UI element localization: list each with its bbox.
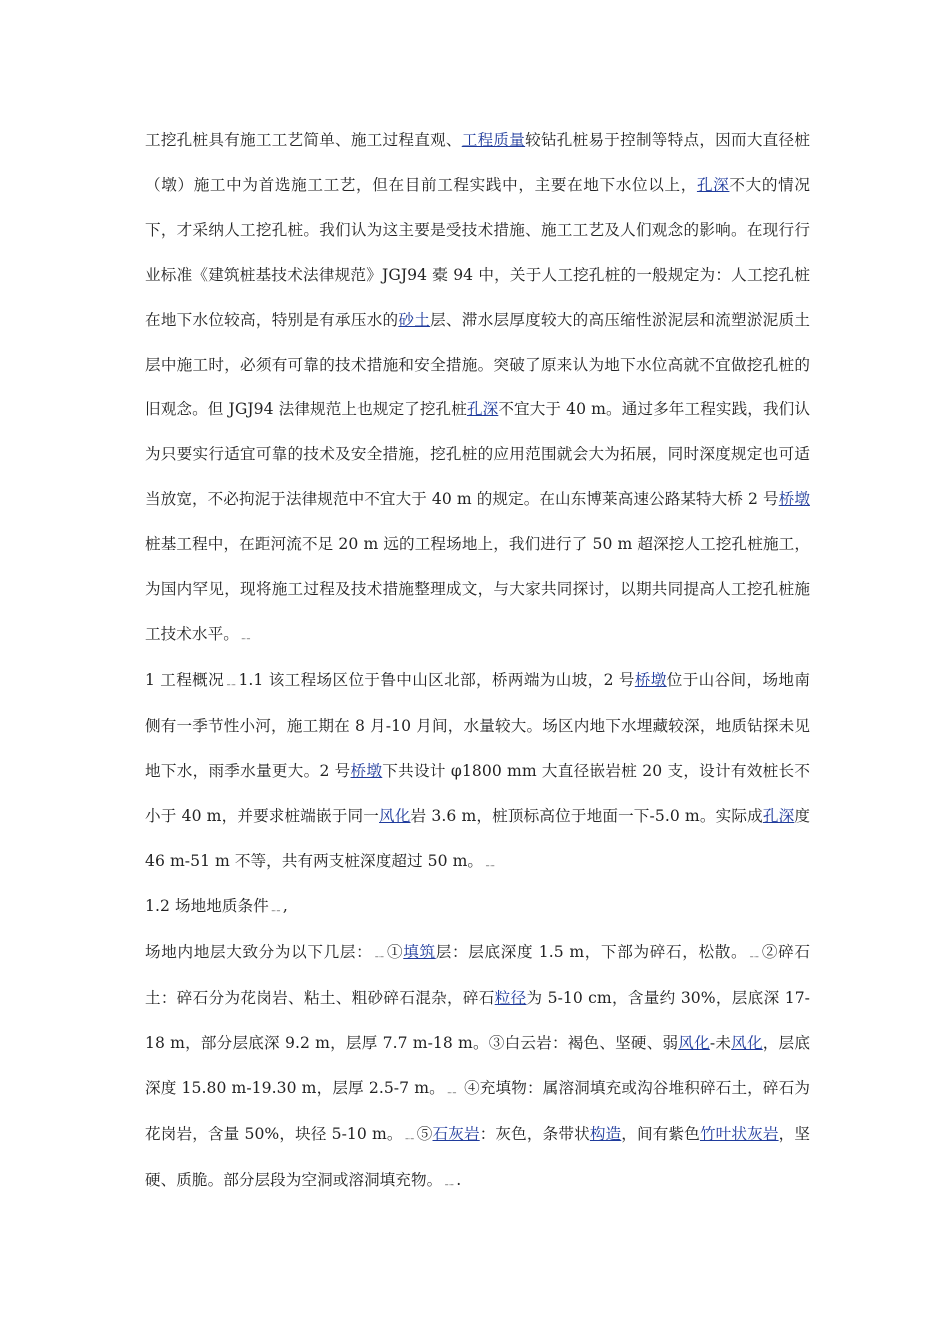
text-run: ，层底深度 15.80 m-19.30 m，层厚 2.5-7 m。 bbox=[145, 1034, 810, 1098]
text-run: ，坚硬、质脆。部分层段为空洞或溶洞填充物。 bbox=[145, 1124, 810, 1189]
document-body bbox=[145, 118, 810, 1204]
text-run: 为 5-10 cm，含量约 30%，层底深 17-18 m，部分层底深 9.2 m，层厚 7.7 m-18 m。③白云岩：褐色、坚硬、弱 bbox=[145, 989, 810, 1053]
text-run: 层：层底深度 1.5 m，下部为碎石，松散。 bbox=[435, 943, 748, 962]
text-run: 下共设计 φ1800 mm 大直径嵌岩桩 20 支，设计有效桩长不小于 40 m，并要求桩端嵌于同一 bbox=[145, 761, 810, 825]
text-run: 层、滞水层厚度较大的高压缩性淤泥层和流塑淤泥质土层中施工时，必须有可靠的技术措施和安全措施。突破了原来认为地下水位高就不宜做挖孔桩的旧观念。但 JGJ94 法律规范上也规定了挖孔桩 bbox=[145, 310, 810, 419]
text-run: 1 工程概况 bbox=[145, 670, 225, 689]
paragraph bbox=[145, 658, 810, 885]
term-link[interactable]: 风化 bbox=[379, 806, 411, 825]
text-run: ：灰色，条带状 bbox=[479, 1124, 590, 1143]
term-link[interactable]: 桥墩 bbox=[634, 670, 667, 689]
term-link[interactable]: 构造 bbox=[589, 1124, 622, 1143]
text-run: 1.2 场地地质条件 bbox=[145, 897, 269, 916]
term-link[interactable]: 风化 bbox=[731, 1034, 763, 1053]
term-link[interactable]: 孔深 bbox=[696, 175, 730, 194]
term-link[interactable]: 工程质量 bbox=[461, 131, 526, 149]
text-run: 不宜大于 40 m。通过多年工程实践，我们认为只要实行适宜可靠的技术及安全措施，挖孔桩的应用范围就会大为拓展，同时深度规定也可适当放宽，不必拘泥于法律规范中不宜大于 40 m 的规定。在山东博莱高速公路某特大桥 2 号 bbox=[145, 400, 810, 509]
text-run: 工挖孔桩具有施工工艺简单、施工过程直观、 bbox=[145, 131, 462, 149]
term-link[interactable]: 竹叶状灰岩 bbox=[699, 1124, 779, 1143]
paragraph-mark: ﹎ bbox=[483, 853, 498, 870]
text-run: -未 bbox=[709, 1034, 732, 1053]
text-run: 场地内地层大致分为以下几层： bbox=[145, 943, 373, 962]
paragraph-mark: ﹎ bbox=[238, 626, 253, 643]
paragraph-mark: ﹎ bbox=[372, 945, 388, 962]
term-link[interactable]: 粒径 bbox=[494, 989, 527, 1008]
text-run: 位于山谷间，场地南侧有一季节性小河，施工期在 8 月-10 月间，水量较大。场区内地下水埋藏较深，地质钻探未见地下水，雨季水量更大。2 号 bbox=[145, 670, 810, 780]
paragraph-mark: ﹎ bbox=[402, 1126, 417, 1143]
paragraph bbox=[145, 930, 810, 1203]
text-run: . bbox=[456, 1170, 462, 1189]
paragraph bbox=[145, 884, 810, 930]
paragraph bbox=[145, 118, 810, 658]
paragraph-mark: ﹎ bbox=[442, 1172, 457, 1189]
term-link[interactable]: 孔深 bbox=[762, 806, 795, 825]
paragraph-mark: ﹎ bbox=[224, 672, 239, 689]
term-link[interactable]: 桥墩 bbox=[350, 761, 383, 780]
text-run: ②碎石土：碎石分为花岗岩、粘土、粗砂碎石混杂，碎石 bbox=[145, 943, 810, 1008]
text-run: ，间有紫色 bbox=[621, 1124, 700, 1143]
text-run: 1.1 该工程场区位于鲁中山区北部，桥两端为山坡，2 号 bbox=[238, 670, 635, 689]
paragraph-mark: ﹎ bbox=[268, 899, 283, 916]
text-run: 不大的情况下，才采纳人工挖孔桩。我们认为这主要是受技术措施、施工工艺及人们观念的影响。在现行行业标准《建筑桩基技术法律规范》JGJ94 橐 94 中，关于人工挖孔桩的一般规定为：人工挖孔桩在地下水位较高，特别是有承压水的 bbox=[145, 175, 810, 329]
term-link[interactable]: 孔深 bbox=[466, 400, 499, 419]
text-run: ⑤ bbox=[416, 1124, 433, 1143]
term-link[interactable]: 桥墩 bbox=[778, 490, 810, 509]
term-link[interactable]: 砂土 bbox=[398, 310, 431, 329]
paragraph-mark: ﹎ bbox=[444, 1081, 459, 1098]
paragraph-mark: ﹎ bbox=[747, 945, 762, 962]
text-run: 桩基工程中，在距河流不足 20 m 远的工程场地上，我们进行了 50 m 超深挖人工挖孔桩施工，为国内罕见，现将施工过程及技术措施整理成文，与大家共同探讨，以期共同提高人工挖孔桩施工技术水平。 bbox=[145, 535, 810, 643]
term-link[interactable]: 填筑 bbox=[403, 943, 436, 962]
text-run: ④充填物：属溶洞填充或沟谷堆积碎石土，碎石为花岗岩，含量 50%，块径 5-10 m。 bbox=[145, 1079, 810, 1143]
text-run: , bbox=[282, 897, 288, 916]
text-run: 度 46 m-51 m 不等，共有两支桩深度超过 50 m。 bbox=[145, 806, 810, 870]
text-run: 较钻孔桩易于控制等特点，因而大直径桩（墩）施工中为首选施工工艺，但在目前工程实践中，主要在地下水位以上， bbox=[145, 131, 810, 194]
text-run: ① bbox=[387, 943, 404, 962]
text-run: 岩 3.6 m，桩顶标高位于地面一下-5.0 m。实际成 bbox=[410, 806, 763, 825]
term-link[interactable]: 石灰岩 bbox=[432, 1124, 480, 1143]
term-link[interactable]: 风化 bbox=[678, 1034, 710, 1053]
